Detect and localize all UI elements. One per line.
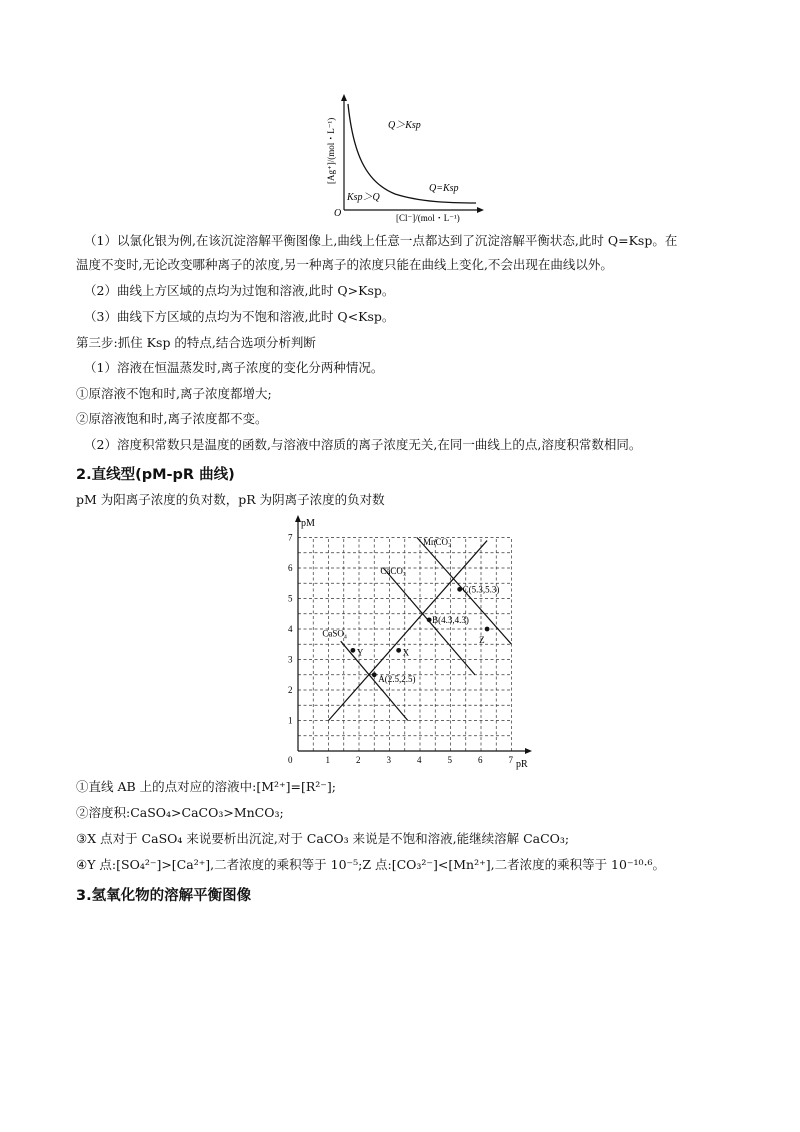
y-tick-label: 5 bbox=[288, 593, 293, 604]
figure1-y-label: [Ag⁺]/(mol・L⁻¹) bbox=[326, 117, 336, 184]
point-label-z: Z bbox=[479, 635, 485, 645]
series-label-caso4: CaSO₄ bbox=[322, 628, 348, 639]
text-line-8: ②原溶液饱和时,离子浓度都不变。 bbox=[76, 411, 268, 426]
series-line-ab bbox=[329, 541, 488, 721]
figure1-x-label: [Cl⁻]/(mol・L⁻¹) bbox=[396, 213, 460, 223]
point-label-a: A(2.5,2.5) bbox=[378, 673, 416, 684]
heading-line-type: 2.直线型(pM-pR 曲线) bbox=[76, 467, 235, 483]
text-line-1: （1）以氯化银为例,在该沉淀溶解平衡图像上,曲线上任意一点都达到了沉淀溶解平衡状态,此时 Q=Ksp。在 bbox=[84, 233, 678, 248]
text-line-7: ①原溶液不饱和时,离子浓度都增大; bbox=[76, 386, 272, 401]
conclusion-4: ④Y 点:[SO₄²⁻]>[Ca²⁺],二者浓度的乘积等于 10⁻⁵;Z 点:[CO₃²⁻]<[Mn²⁺],二者浓度的乘积等于 10⁻¹⁰·⁶。 bbox=[76, 857, 666, 872]
point-b bbox=[427, 617, 432, 622]
figure1-x-arrow bbox=[477, 207, 484, 213]
x-tick-label: 2 bbox=[356, 755, 361, 765]
point-y bbox=[351, 648, 356, 653]
figure1-region-above: Q＞Ksp bbox=[388, 120, 421, 131]
point-label-y: Y bbox=[356, 647, 364, 658]
y-tick-label: 7 bbox=[288, 532, 293, 543]
y-tick-label: 4 bbox=[288, 624, 293, 634]
text-line-4: （3）曲线下方区域的点均为不饱和溶液,此时 Q<Ksp。 bbox=[84, 309, 395, 324]
y-tick-label: 1 bbox=[288, 715, 293, 726]
figure1-origin: O bbox=[334, 208, 342, 219]
text-line-2: 温度不变时,无论改变哪种离子的浓度,另一种离子的浓度只能在曲线上变化,不会出现在曲线以外。 bbox=[76, 257, 613, 272]
y-tick-label: 6 bbox=[288, 563, 293, 573]
text-line-3: （2）曲线上方区域的点均为过饱和溶液,此时 Q>Ksp。 bbox=[84, 283, 395, 298]
x-tick-label: 3 bbox=[386, 755, 391, 765]
text-line-6: （1）溶液在恒温蒸发时,离子浓度的变化分两种情况。 bbox=[84, 360, 384, 375]
x-tick-label: 1 bbox=[325, 755, 330, 765]
figure1-curve-label: Q=Ksp bbox=[429, 183, 459, 194]
x-tick-label: 7 bbox=[508, 755, 513, 765]
figure1-y-arrow bbox=[341, 94, 347, 101]
text-line-5: 第三步:抓住 Ksp 的特点,结合选项分析判断 bbox=[76, 335, 316, 350]
text-line-9: （2）溶度积常数只是温度的函数,与溶液中溶质的离子浓度无关,在同一曲线上的点,溶度积常数相同。 bbox=[84, 437, 642, 452]
figure1-region-below: Ksp＞Q bbox=[347, 192, 380, 203]
point-a bbox=[372, 672, 377, 677]
conclusion-2: ②溶度积:CaSO₄>CaCO₃>MnCO₃; bbox=[76, 805, 284, 820]
agcl-solubility-figure bbox=[320, 92, 490, 224]
point-c bbox=[457, 587, 462, 592]
y-tick-label: 2 bbox=[288, 685, 293, 695]
intro-pm-pr: pM 为阳离子浓度的负对数，pR 为阴离子浓度的负对数 bbox=[76, 492, 385, 507]
x-tick-label: 6 bbox=[478, 755, 483, 765]
series-label-mnco3: MnCO₃ bbox=[423, 537, 452, 548]
conclusion-3: ③X 点对于 CaSO₄ 来说要析出沉淀,对于 CaCO₃ 来说是不饱和溶液,能继续溶解 CaCO₃; bbox=[76, 831, 570, 846]
heading-hydroxide: 3.氢氧化物的溶解平衡图像 bbox=[76, 888, 252, 904]
y-tick-label: 3 bbox=[288, 654, 293, 665]
series-label-caco3: CaCO₃ bbox=[380, 566, 406, 577]
point-label-x: X bbox=[402, 647, 410, 658]
point-x bbox=[396, 648, 401, 653]
conclusion-1: ①直线 AB 上的点对应的溶液中:[M²⁺]=[R²⁻]; bbox=[76, 779, 336, 794]
y-axis-label: pM bbox=[301, 518, 315, 529]
point-z bbox=[485, 627, 490, 632]
x-axis-arrow bbox=[525, 748, 532, 754]
pm-pr-chart bbox=[270, 515, 545, 772]
x-tick-label: 4 bbox=[417, 755, 422, 765]
x-tick-label: 5 bbox=[447, 755, 452, 765]
point-label-b: B(4.3,4.3) bbox=[432, 614, 469, 625]
point-label-c: C(5.3,5.3) bbox=[462, 584, 500, 595]
x-tick-label: 0 bbox=[288, 755, 293, 765]
x-axis-label: pR bbox=[516, 759, 528, 770]
